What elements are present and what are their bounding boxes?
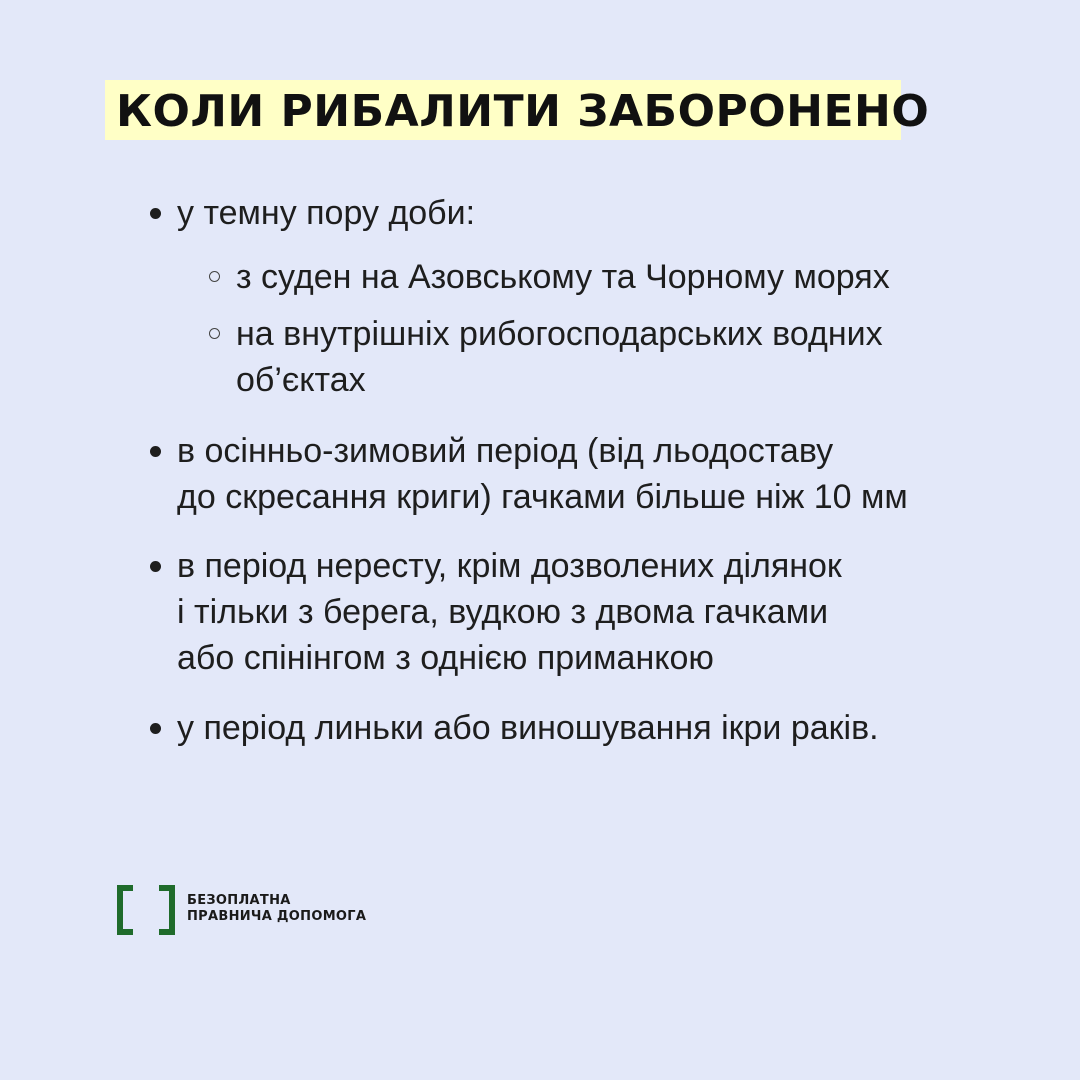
logo-bracket-right-icon xyxy=(159,885,175,935)
list-item xyxy=(177,428,908,520)
logo-bracket-left-icon xyxy=(117,885,133,935)
bullet-icon xyxy=(150,208,161,219)
list-item xyxy=(177,543,842,681)
logo-line-2: ПРАВНИЧА ДОПОМОГА xyxy=(187,909,367,924)
list-item-line: на внутрішніх рибогосподарських водних xyxy=(236,315,883,353)
logo-line-1: БЕЗОПЛАТНА xyxy=(187,893,291,908)
list-item-line: в осінньо-зимовий період (від льодоставу xyxy=(177,432,834,470)
bullet-icon xyxy=(150,561,161,572)
sub-list-item xyxy=(236,254,890,300)
list-item-line: з суден на Азовському та Чорному морях xyxy=(236,258,890,296)
list-item xyxy=(177,705,879,751)
list-item-line: і тільки з берега, вудкою з двома гачками xyxy=(177,593,829,631)
list-item-line: у темну пору доби: xyxy=(177,194,476,232)
list-item-line: до скресання криги) гачками більше ніж 10 мм xyxy=(177,478,908,516)
bullet-icon xyxy=(150,723,161,734)
list-item xyxy=(177,190,475,236)
sub-bullet-icon xyxy=(209,271,220,282)
list-item-line: в період нересту, крім дозволених ділянок xyxy=(177,547,842,585)
sub-bullet-icon xyxy=(209,328,220,339)
list-item-line: об’єктах xyxy=(236,361,366,399)
list-item-line: або спінінгом з однією приманкою xyxy=(177,639,714,677)
bullet-icon xyxy=(150,446,161,457)
logo-text xyxy=(187,893,366,925)
sub-list-item xyxy=(236,311,883,403)
list-item-line: у період линьки або виношування ікри раків. xyxy=(177,709,879,747)
page-title: КОЛИ РИБАЛИТИ ЗАБОРОНЕНО xyxy=(116,86,930,137)
